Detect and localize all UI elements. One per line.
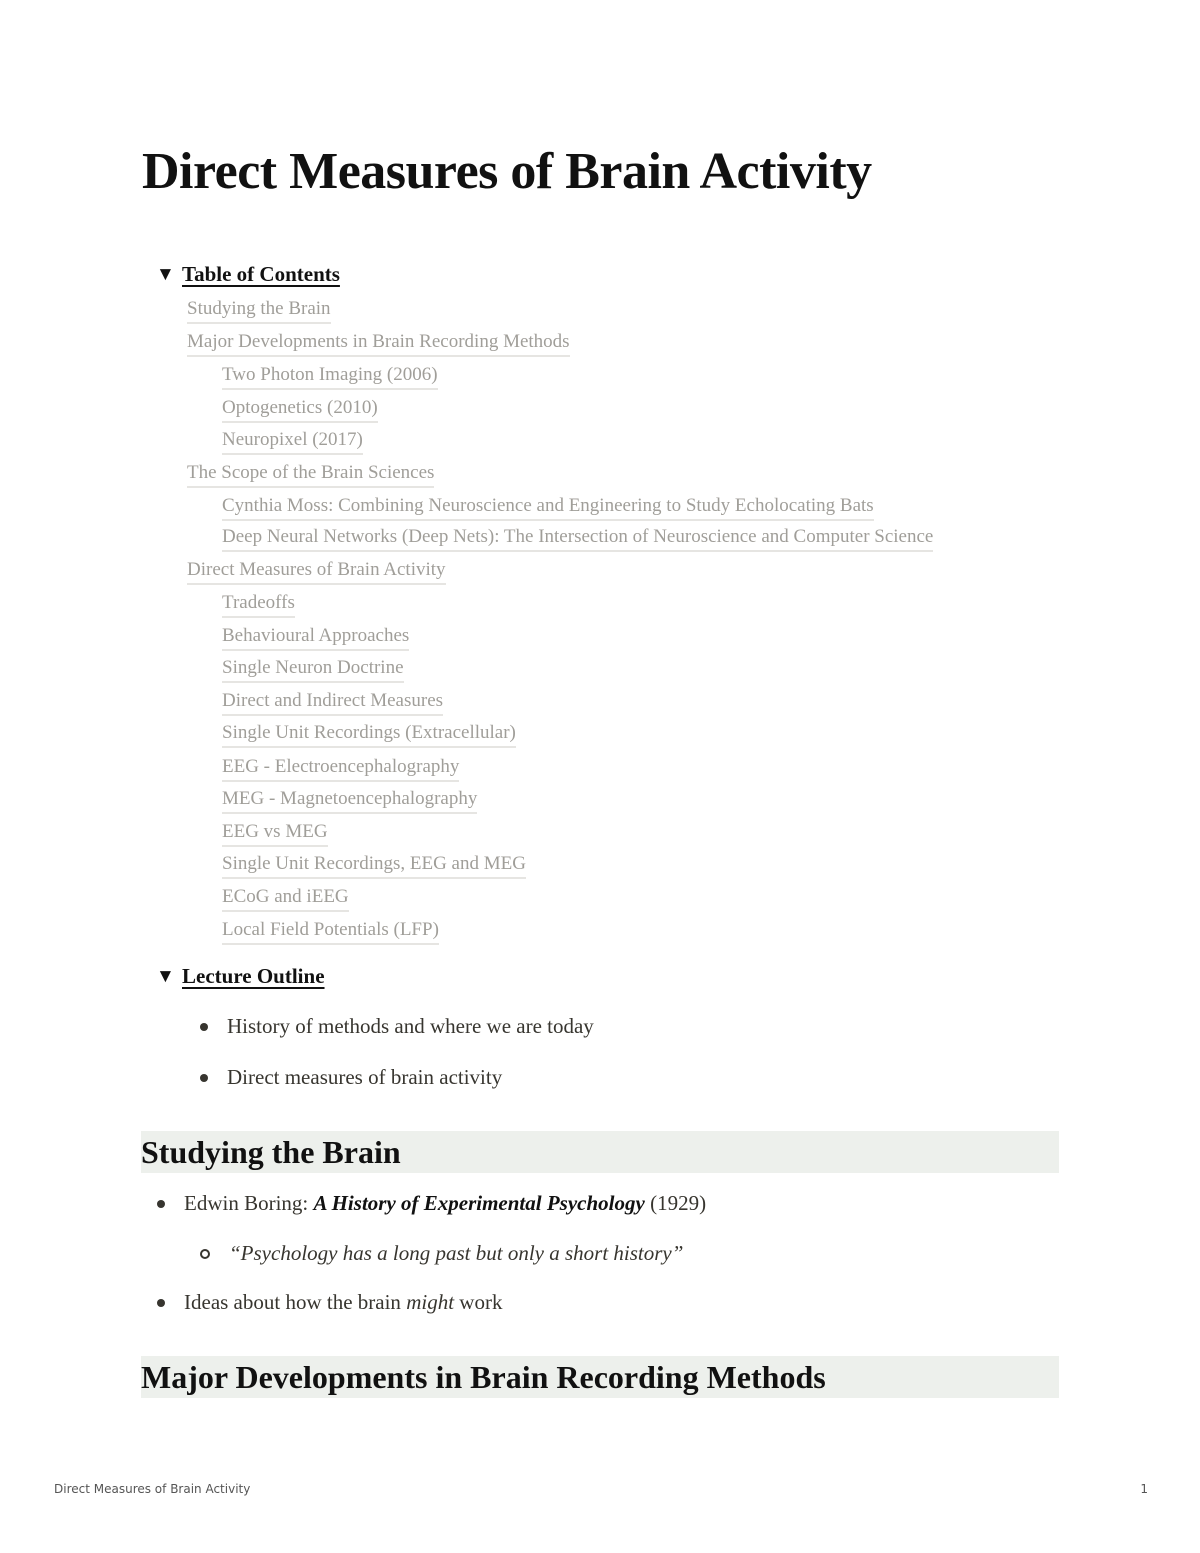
text-fragment: Ideas about how the brain (184, 1290, 407, 1314)
author-text: Edwin Boring: (184, 1191, 314, 1215)
triangle-down-icon[interactable]: ▼ (156, 263, 175, 285)
triangle-down-icon[interactable]: ▼ (156, 965, 175, 987)
toc-link-scope-of-brain-sciences[interactable]: The Scope of the Brain Sciences (187, 461, 434, 488)
section-heading-major-developments: Major Developments in Brain Recording Methods (141, 1356, 1059, 1398)
toc-link-deep-neural-networks[interactable]: Deep Neural Networks (Deep Nets): The Intersection of Neuroscience and Computer Science (222, 525, 933, 552)
toc-link-direct-measures[interactable]: Direct Measures of Brain Activity (187, 558, 446, 585)
year-text: (1929) (644, 1191, 707, 1215)
list-item (200, 1241, 683, 1266)
toc-link-studying-the-brain[interactable]: Studying the Brain (187, 297, 331, 324)
toc-link-tradeoffs[interactable]: Tradeoffs (222, 591, 295, 618)
emphasis-text: might (406, 1290, 455, 1314)
toc-link-behavioural-approaches[interactable]: Behavioural Approaches (222, 624, 409, 651)
page-number: 1 (1140, 1482, 1148, 1496)
list-item (200, 1014, 594, 1039)
toc-link-major-developments[interactable]: Major Developments in Brain Recording Methods (187, 330, 570, 357)
book-title: A History of Experimental Psychology (313, 1191, 645, 1215)
hollow-bullet-icon (200, 1249, 210, 1259)
list-item-text: History of methods and where we are today (227, 1014, 594, 1038)
toc-link-local-field-potentials[interactable]: Local Field Potentials (LFP) (222, 918, 439, 945)
bullet-icon (157, 1299, 165, 1307)
toc-link-neuropixel[interactable]: Neuropixel (2017) (222, 428, 363, 455)
page-title: Direct Measures of Brain Activity (142, 143, 872, 200)
list-item-text: Direct measures of brain activity (227, 1065, 503, 1089)
text-fragment: work (454, 1290, 503, 1314)
toc-link-direct-and-indirect-measures[interactable]: Direct and Indirect Measures (222, 689, 443, 716)
lecture-outline-toggle[interactable] (156, 964, 325, 989)
footer-title: Direct Measures of Brain Activity (54, 1482, 251, 1496)
toc-link-single-unit-recordings[interactable]: Single Unit Recordings (Extracellular) (222, 721, 516, 748)
toc-link-meg[interactable]: MEG - Magnetoencephalography (222, 787, 477, 814)
toc-link-single-unit-eeg-meg[interactable]: Single Unit Recordings, EEG and MEG (222, 852, 526, 879)
toc-toggle-label[interactable]: Table of Contents (182, 262, 340, 286)
bullet-icon (157, 1200, 165, 1208)
list-item-text (184, 1191, 706, 1216)
list-item (157, 1191, 706, 1216)
toc-link-cynthia-moss[interactable]: Cynthia Moss: Combining Neuroscience and Engineering to Study Echolocating Bats (222, 494, 874, 521)
section-heading-studying-the-brain: Studying the Brain (141, 1131, 1059, 1173)
lecture-outline-label[interactable]: Lecture Outline (182, 964, 325, 988)
list-item (157, 1290, 502, 1315)
list-item (200, 1065, 502, 1090)
quote-text: “Psychology has a long past but only a short history” (229, 1241, 684, 1265)
toc-link-eeg-vs-meg[interactable]: EEG vs MEG (222, 820, 328, 847)
toc-toggle[interactable] (156, 262, 340, 287)
toc-link-optogenetics[interactable]: Optogenetics (2010) (222, 396, 378, 423)
toc-link-two-photon-imaging[interactable]: Two Photon Imaging (2006) (222, 363, 438, 390)
toc-link-single-neuron-doctrine[interactable]: Single Neuron Doctrine (222, 656, 404, 683)
bullet-icon (200, 1023, 208, 1031)
list-item-text (184, 1290, 502, 1315)
bullet-icon (200, 1074, 208, 1082)
toc-link-eeg[interactable]: EEG - Electroencephalography (222, 755, 459, 782)
toc-link-ecog-ieeg[interactable]: ECoG and iEEG (222, 885, 349, 912)
